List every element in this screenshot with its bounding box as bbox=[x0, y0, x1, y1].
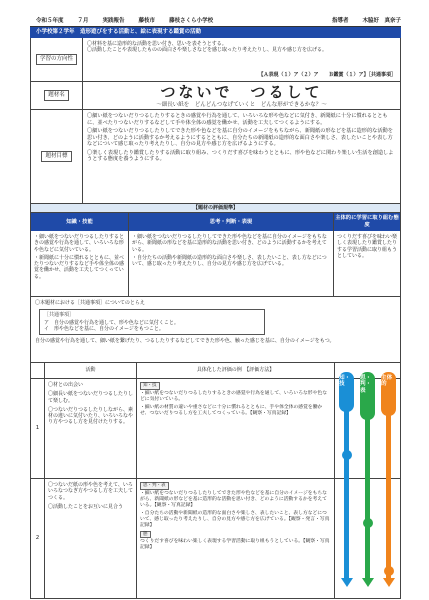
eval-tag: 態 bbox=[140, 531, 151, 539]
arrow-down-icon bbox=[383, 578, 395, 587]
goal-item: 〇細い紙をつないだりつるしたりするときの感覚や行為を通して、いろいろな形や色などに気付き、新聞紙に十分に慣れるとともに、並べたりつないだりするなどして手や体全体の感覚を働かせ、活動を工夫してつくるようにする。 bbox=[87, 113, 388, 126]
activity-item: 〇つないだりつるしたりしながら、素材の違いに気付いたり、いろいろなやり方やつるし方を見付けたりする。 bbox=[48, 406, 134, 426]
common-box-b: イ 形や色などを基に、自分のイメージをもつこと。 bbox=[44, 325, 164, 332]
unit-title: つないで つるして bbox=[160, 83, 323, 101]
common-box bbox=[39, 309, 265, 335]
criteria-head-knowledge: 知識・技能 bbox=[31, 213, 129, 231]
criteria-knowledge-item: ・細い紙をつないだりつるしたりするときの感覚や行為を通して、いろいろな形や色などに気付いている。 bbox=[34, 234, 125, 253]
criteria-head-thinking: 思考・判断・表現 bbox=[129, 213, 334, 231]
aims-line-2: 〇活動したことや表現したものの面白さや楽しさなどを感じ取ったり考えたりし、見方や感じ方を広げる。 bbox=[87, 47, 328, 54]
activity-row-number: 2 bbox=[31, 479, 45, 598]
activity-row-number: 1 bbox=[31, 379, 45, 478]
goals-label: 題材目標 bbox=[41, 151, 71, 162]
aims-row bbox=[30, 38, 401, 82]
pill-thinking: 思・判・表 bbox=[360, 372, 375, 420]
aims-label: 学習の方向性 bbox=[36, 54, 77, 65]
eval-criteria-bar: 【題材の評価規準】 bbox=[30, 204, 401, 213]
evaluation-item: ・細い紙の材質の違いや重さなどに十分に慣れるとともに、手や体全体の感覚を働かせ、つないだりつるし方を工夫してつくっている。【観察・写真記録】 bbox=[140, 404, 323, 416]
eval-tag: 知・技 bbox=[140, 382, 160, 390]
report-page bbox=[30, 16, 401, 592]
common-items-section bbox=[30, 297, 401, 363]
criteria-thinking-item: ・細い紙をつないだりつるしたりしてできた形や色などを基に自分のイメージをもちながら、新聞紙の形などを基に造形的な活動を思い付き、どのように活動するかを考えている。 bbox=[132, 234, 327, 253]
header-year: 令和５年度 bbox=[36, 17, 64, 24]
pill-knowledge: 知・技 bbox=[339, 372, 354, 412]
attitude-marker bbox=[384, 566, 394, 576]
eval-tag: 思・判・表 bbox=[140, 482, 169, 490]
aims-reference: 【Ａ表現（１）ア（２）ア Ｂ鑑賞（１）ア】［共通事項］ bbox=[258, 71, 396, 78]
knowledge-marker bbox=[342, 450, 352, 460]
activity-item: 〇活動したことをお互いに見合う bbox=[48, 503, 124, 510]
viewpoint-pills bbox=[332, 372, 401, 592]
criteria-thinking-item: ・自分たちの活動や新聞紙の造形的な面白さや楽しさ、表したいこと、表し方などについて、感じ取ったり考えたりし、自分の見方や感じ方を広げている。 bbox=[132, 254, 327, 267]
evaluation-item: ・自分たちの活動や新聞紙の造形的な面白さや楽しさ、表したいこと、表し方などについて、感じ取ったり考えたりし、自分の見方や感じ方を広げている。【観察・発言・写真記録】 bbox=[140, 510, 330, 528]
activity-item: 〇材との出会い bbox=[48, 382, 84, 388]
header-type: 実践報告 bbox=[102, 17, 125, 24]
common-box-title: ［共通事項］ bbox=[44, 312, 75, 319]
criteria-attitude-item: つくりだす喜びを味わい楽しく表現したり鑑賞したりする学習活動に取り組もうとしている。 bbox=[337, 234, 398, 259]
activity-item: 〇つないだ紙の形や色を考えて、いろいろなつなぎ方やつるし方を工夫してつくる。 bbox=[48, 482, 134, 501]
aims-line-1: 〇材料を基に造形的な活動を思い付き、思いを表そうとする。 bbox=[87, 41, 227, 47]
activity-item: 〇細長い紙をつないだりつるしたりして楽しむ。 bbox=[48, 391, 134, 404]
evaluation-head: 具体化した評価の例 【評価方法】 bbox=[137, 363, 335, 378]
unit-bar: 小学校第２学年 造形遊びをする活動と、絵に表現する鑑賞の活動 bbox=[30, 27, 401, 38]
evaluation-item: つくりだす喜びを味わい楽しく表現する学習活動に取り組もうとしている。【観察・写真記録】 bbox=[140, 539, 330, 551]
common-description: 自分の感覚や行為を通して、細い紙を繋げたり、つるしたりするなどしてできた形や色、触った感じを基に、自分のイメージをもつ。 bbox=[35, 338, 335, 344]
goal-item: 〇楽しく表現したり鑑賞したりする活動に取り組み、つくりだす喜びを味わうとともに、形や色などに関わり楽しい生活を創造しようとする態度を養うようにする。 bbox=[87, 149, 394, 162]
title-row bbox=[30, 82, 401, 110]
common-heading: 〇本題材における［共通事項］についてのとらえ bbox=[35, 300, 145, 306]
criteria-body bbox=[30, 231, 401, 297]
title-label: 題材名 bbox=[44, 90, 69, 101]
header-month: ７月 bbox=[77, 17, 89, 24]
header-district: 藤枝市 bbox=[138, 17, 156, 24]
arrow-down-icon bbox=[362, 578, 374, 587]
goals-row bbox=[30, 110, 401, 204]
header-teacher-label: 指導者 bbox=[331, 17, 349, 24]
header-school: 藤枝さくら小学校 bbox=[169, 17, 214, 24]
pill-attitude: 主体的 bbox=[381, 372, 396, 416]
common-box-a: ア 自分の感覚や行為を通して、形や色などに気付くこと。 bbox=[44, 319, 179, 326]
thinking-marker bbox=[363, 518, 373, 528]
evaluation-item: ・細い紙をつないだりつるしたりするときの感覚や行為を通して、いろいろな形や色などに気付いている。 bbox=[140, 390, 327, 402]
report-header bbox=[30, 16, 401, 27]
goal-item: 〇細い紙をつないだりつるしたりしてできた形や色などを基に自分のイメージをもちながら、新聞紙の形などを基に造形的な活動を思い付き、どのように活動するか考えるようにするとともに、自分たちの新聞紙の造形的な面白さや楽しさ、表したいことや表し方などについて感じ取ったり考えたりし、自分の見方や感じ方を広げるようにする。 bbox=[87, 128, 393, 147]
criteria-head-attitude: 主体的に学習に取り組む態度 bbox=[335, 215, 399, 228]
evaluation-item: ・細い紙をつないだりつるしたりしてできた形や色などを基に自分のイメージをもちながら、新聞紙の形などを基に造形的な活動を思い付き、どのように活動するかを考えている。【観察・写真記録】 bbox=[140, 490, 327, 508]
criteria-header bbox=[30, 213, 401, 231]
criteria-knowledge-item: ・新聞紙に十分に慣れるとともに、並べたりつないだりするなど手や体全体の感覚を働かせ、活動を工夫してつくっている。 bbox=[34, 254, 125, 280]
activity-head: 活動 bbox=[45, 363, 137, 378]
unit-subtitle: ～細長い紙を どんどんつなげていくと どんな形ができるかな？～ bbox=[156, 101, 327, 108]
header-teacher: 木脇好 真奈子 bbox=[362, 17, 401, 24]
arrow-down-icon bbox=[341, 578, 353, 587]
